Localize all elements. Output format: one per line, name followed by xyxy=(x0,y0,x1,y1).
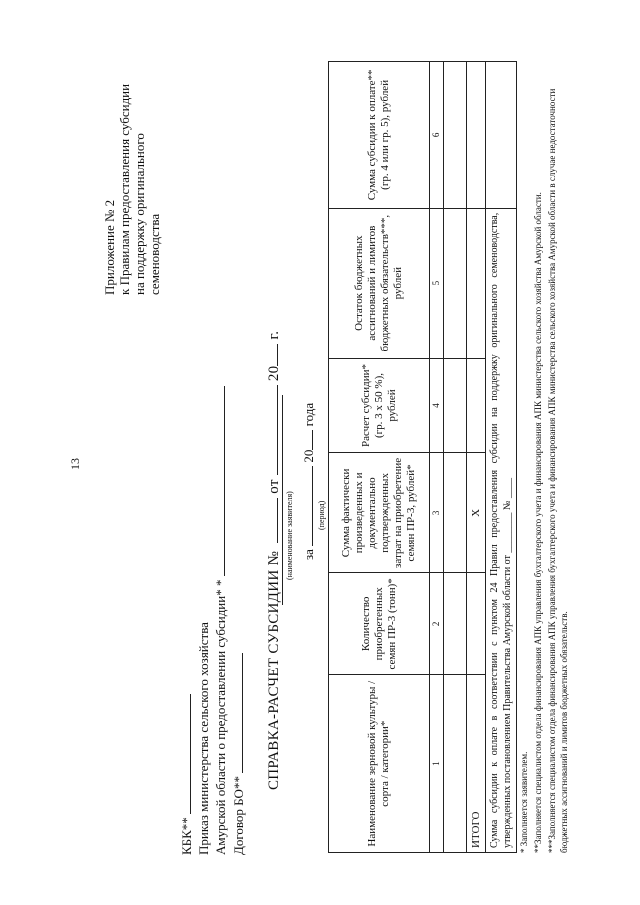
document-title xyxy=(265,90,283,790)
applicant-caption: (наименование заявителя) xyxy=(285,491,294,580)
header-crop-name: Наименование зерновой культуры / сорта / категории* xyxy=(329,675,430,853)
column-number: 1 xyxy=(430,675,444,853)
appendix-line-3: на поддержку оригинального xyxy=(132,133,147,295)
table-cell xyxy=(444,675,467,853)
title-text: СПРАВКА-РАСЧЕТ СУБСИДИИ № xyxy=(266,550,282,790)
header-quantity: Количество приобретенных семян ПР-3 (тонн)* xyxy=(329,573,430,675)
table-cell xyxy=(467,358,486,453)
order-field xyxy=(196,335,229,855)
header-remaining-budget: Остаток бюджетных ассигнований и лимитов бюджетных обязательств***, рублей xyxy=(329,208,430,358)
period-blank xyxy=(300,466,313,546)
title-number-blank xyxy=(265,498,278,543)
order-blank xyxy=(212,386,225,576)
applicant-line xyxy=(282,395,283,605)
period-row xyxy=(300,403,317,560)
header-costs: Сумма фактически произведенных и документально подтвержденных затрат на приобретение семян ПР-3, рублей* xyxy=(329,453,430,573)
total-label: ИТОГО xyxy=(467,675,486,853)
title-year-prefix: 20 xyxy=(266,365,282,382)
title-date-blank xyxy=(265,385,278,475)
table-cell xyxy=(444,62,467,209)
contract-label: Договор БО** xyxy=(231,776,246,855)
summary-row xyxy=(486,62,517,853)
order-line-1: Приказ министерства сельского хозяйства xyxy=(196,622,211,855)
column-number: 5 xyxy=(430,208,444,358)
table-row xyxy=(444,62,467,853)
table-cell xyxy=(444,573,467,675)
period-for: за xyxy=(301,549,316,560)
title-year-blank xyxy=(265,344,278,366)
table-cell xyxy=(467,208,486,358)
column-number: 2 xyxy=(430,573,444,675)
contract-field xyxy=(230,653,247,855)
document-page xyxy=(20,20,620,880)
total-mark: Х xyxy=(467,453,486,573)
header-calculation: Расчет субсидии* (гр. 3 х 50 %), рублей xyxy=(329,358,430,453)
table-cell xyxy=(444,358,467,453)
footnote-3: ***Заполняется специалистом отдела финансирования АПК управления бухгалтерского учета и финансирования АПК министерства сельского хозяйства Амурской области в случае недостаточности бюджетных ассигнований и лимитов бюджетных обязательств. xyxy=(547,88,569,853)
period-caption: (период) xyxy=(317,500,326,530)
table-cell xyxy=(444,453,467,573)
column-number: 4 xyxy=(430,358,444,453)
summary-value-cell xyxy=(486,62,517,209)
period-year-blank xyxy=(300,430,313,450)
column-number: 6 xyxy=(430,62,444,209)
header-amount-to-pay: Сумма субсидии к оплате** (гр. 4 или гр. 5), рублей xyxy=(329,62,430,209)
order-line-2: Амурской области о предоставлении субсидии* * xyxy=(213,579,228,855)
column-number-row xyxy=(430,62,444,853)
kbk-field xyxy=(178,694,195,855)
kbk-label: КБК** xyxy=(179,817,194,855)
contract-blank xyxy=(230,653,243,773)
appendix-line-1: Приложение № 2 xyxy=(102,199,117,295)
appendix-block xyxy=(102,25,162,295)
total-row xyxy=(467,62,486,853)
table-cell xyxy=(444,208,467,358)
table-cell xyxy=(467,62,486,209)
title-year-suffix: г. xyxy=(266,330,282,340)
table-cell xyxy=(467,573,486,675)
table-header-row xyxy=(329,62,430,853)
period-year-suffix: года xyxy=(301,402,316,427)
order-line-2-wrap xyxy=(212,335,229,855)
page-number: 13 xyxy=(68,458,82,470)
period-year-prefix: 20 xyxy=(301,449,316,463)
appendix-line-2: к Правилам предоставления субсидии xyxy=(117,83,132,295)
kbk-blank xyxy=(178,694,191,814)
appendix-line-4: семеноводства xyxy=(147,213,162,295)
subsidy-table xyxy=(328,61,517,853)
column-number: 3 xyxy=(430,453,444,573)
summary-text: Сумма субсидии к оплате в соответствии с пунктом 24 Правил предоставления субсидии на поддержку оригинального семеноводства, утвержденных постановлением Правительства Амурской области от ________ № ____ xyxy=(486,208,517,852)
footnote-2: **Заполняется специалистом отдела финансирования АПК управления бухгалтерского учета и финансирования АПК министерства сельского хозяйства Амурской области. xyxy=(533,192,543,853)
title-from: от xyxy=(266,479,282,494)
footnotes xyxy=(518,53,572,853)
footnote-1: * Заполняется заявителем. xyxy=(519,751,529,853)
